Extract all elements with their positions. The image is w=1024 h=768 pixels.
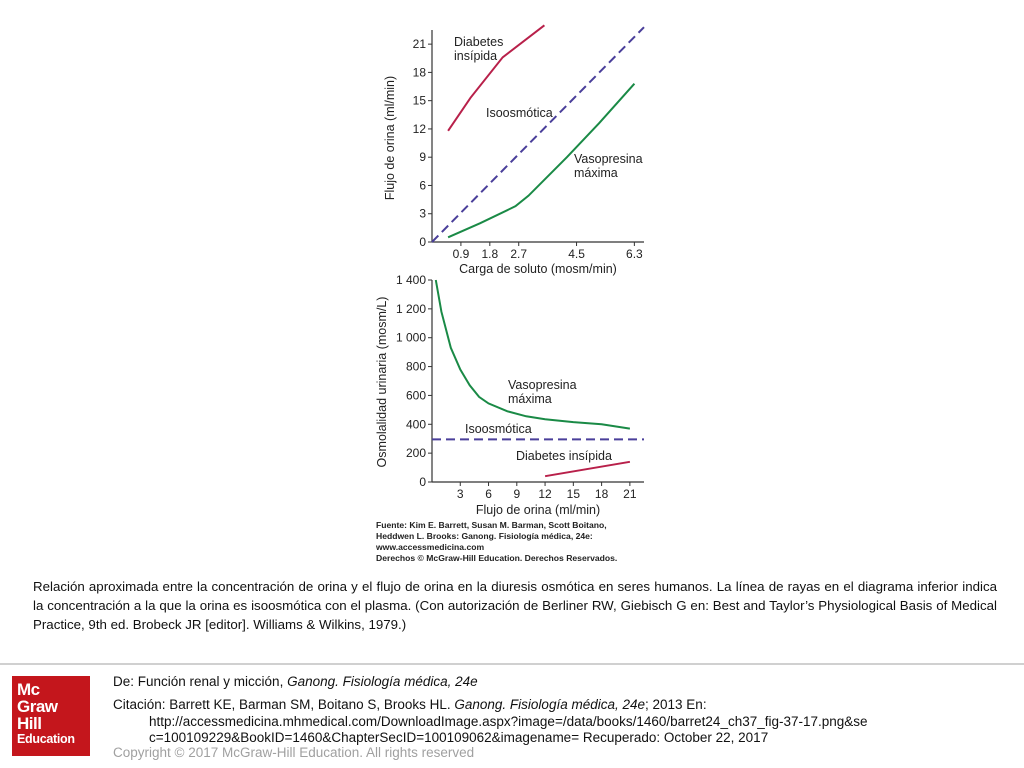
y-tick-label: 1 000 bbox=[395, 330, 426, 345]
series-line-diabetes-ins-pida bbox=[545, 462, 630, 476]
chapter-reference bbox=[113, 674, 478, 689]
logo-line: Graw bbox=[17, 697, 58, 716]
x-tick-label: 0.9 bbox=[452, 247, 470, 261]
logo-line: Hill bbox=[17, 714, 42, 733]
x-axis-label: Carga de soluto (mosm/min) bbox=[459, 262, 617, 276]
x-tick-label: 12 bbox=[538, 487, 552, 501]
y-tick-label: 1 200 bbox=[395, 301, 426, 316]
source-line: Derechos © McGraw-Hill Education. Derechos Reservados. bbox=[376, 553, 618, 563]
y-tick-label: 12 bbox=[412, 121, 426, 136]
y-tick-label: 800 bbox=[405, 359, 426, 374]
y-tick-label: 18 bbox=[412, 65, 426, 80]
series-annotation: Vasopresina bbox=[574, 152, 643, 166]
y-axis-label: Osmolalidad urinaria (mosm/L) bbox=[375, 296, 389, 468]
x-tick-label: 18 bbox=[594, 487, 609, 501]
y-tick-label: 1 400 bbox=[395, 273, 426, 287]
y-tick-label: 21 bbox=[412, 37, 426, 52]
x-tick-label: 21 bbox=[623, 487, 637, 501]
y-tick-label: 6 bbox=[419, 178, 426, 193]
series-annotation: máxima bbox=[508, 392, 552, 406]
book-title: Ganong. Fisiología médica, 24e bbox=[287, 674, 478, 689]
y-tick-label: 0 bbox=[419, 475, 426, 489]
x-tick-label: 4.5 bbox=[568, 247, 585, 261]
citation-book: Ganong. Fisiología médica, 24e bbox=[454, 697, 646, 712]
x-tick-label: 1.8 bbox=[481, 247, 499, 261]
series-line-vasopresina-m-xima bbox=[436, 280, 630, 429]
citation-url[interactable]: http://accessmedicina.mhmedical.com/DownloadImage.aspx?image=/data/books/1460/barret24_ch37_fig-37-17.png&sec=100109229&BookID=1460&ChapterSecID=100109062&imagename= Recuperado: October 22, 2017 bbox=[149, 713, 868, 745]
mcgraw-hill-logo bbox=[12, 676, 90, 756]
source-line: www.accessmedicina.com bbox=[376, 542, 485, 552]
logo-line: Education bbox=[17, 732, 75, 746]
x-axis-label: Flujo de orina (ml/min) bbox=[475, 503, 601, 517]
y-tick-label: 15 bbox=[412, 93, 426, 108]
citation bbox=[113, 697, 873, 747]
x-tick-label: 6.3 bbox=[626, 247, 643, 261]
x-tick-label: 6 bbox=[485, 487, 492, 501]
series-annotation: máxima bbox=[574, 166, 618, 180]
y-tick-label: 3 bbox=[419, 206, 426, 221]
logo-line: Mc bbox=[17, 680, 40, 699]
y-tick-label: 9 bbox=[419, 150, 426, 165]
series-annotation: Isoosmótica bbox=[465, 422, 532, 436]
series-annotation: Diabetes bbox=[454, 35, 504, 49]
copyright: Copyright © 2017 McGraw-Hill Education. All rights reserved bbox=[113, 745, 475, 760]
series-annotation: insípida bbox=[454, 49, 498, 63]
solute-load-chart bbox=[370, 20, 660, 282]
citation-year: ; 2013 En: bbox=[645, 697, 707, 712]
y-tick-label: 0 bbox=[419, 235, 426, 249]
y-axis-label: Flujo de orina (ml/min) bbox=[383, 75, 397, 201]
x-tick-label: 2.7 bbox=[510, 247, 528, 261]
divider bbox=[0, 663, 1024, 665]
source-line: Heddwen L. Brooks: Ganong. Fisiología médica, 24e: bbox=[376, 531, 593, 541]
citation-authors: Citación: Barrett KE, Barman SM, Boitano S, Brooks HL. bbox=[113, 697, 455, 712]
series-annotation: Diabetes insípida bbox=[516, 449, 612, 463]
source-line: Fuente: Kim E. Barrett, Susan M. Barman, Scott Boitano, bbox=[376, 520, 607, 530]
x-tick-label: 9 bbox=[513, 487, 521, 501]
chapter-text: De: Función renal y micción, bbox=[113, 674, 288, 689]
figure-caption: Relación aproximada entre la concentración de orina y el flujo de orina en la diuresis osmótica en seres humanos. La línea de rayas en el diagrama inferior indica la concentración a la que la orina es isoosmótica con el plasma. (Con autorización de Berliner RW, Giebisch G en: Best and Taylor’s Physiological Basis of Medical Practice, 9th ed. Brobeck JR [editor]. Williams & Wilkins, 1979.) bbox=[33, 579, 997, 632]
x-tick-label: 15 bbox=[566, 487, 581, 501]
y-tick-label: 600 bbox=[405, 388, 426, 403]
series-annotation: Isoosmótica bbox=[486, 106, 553, 120]
figure-source bbox=[376, 520, 666, 564]
series-annotation: Vasopresina bbox=[508, 378, 577, 392]
y-tick-label: 200 bbox=[405, 446, 426, 461]
osmolality-chart bbox=[370, 272, 660, 520]
x-tick-label: 3 bbox=[456, 487, 464, 501]
y-tick-label: 400 bbox=[405, 417, 426, 432]
